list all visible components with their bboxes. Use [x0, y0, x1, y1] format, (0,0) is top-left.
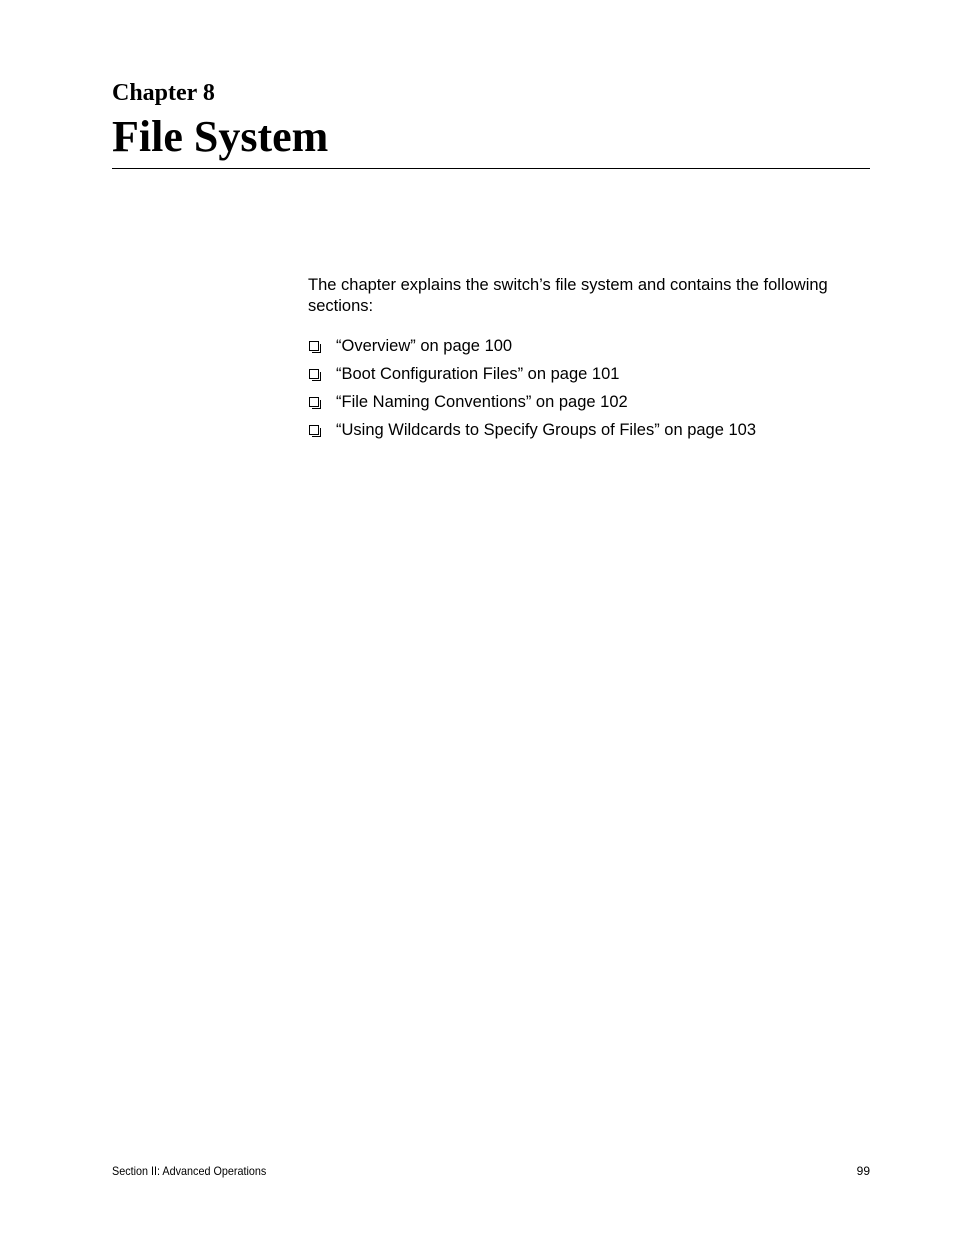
list-item	[308, 360, 868, 388]
section-list	[308, 332, 868, 444]
footer-section-name: Section II: Advanced Operations	[112, 1164, 267, 1178]
list-item	[308, 388, 868, 416]
list-item	[308, 416, 868, 444]
hollow-square-bullet-icon	[309, 425, 319, 435]
list-item	[308, 332, 868, 360]
section-link-text: “File Naming Conventions” on page 102	[336, 392, 628, 411]
section-link-text: “Overview” on page 100	[336, 336, 513, 355]
hollow-square-bullet-icon	[309, 397, 319, 407]
chapter-title: File System	[112, 112, 329, 161]
chapter-label: Chapter 8	[112, 80, 215, 106]
hollow-square-bullet-icon	[309, 341, 319, 351]
section-link-text: “Using Wildcards to Specify Groups of Files” on page 103	[336, 420, 757, 439]
section-link-text: “Boot Configuration Files” on page 101	[336, 364, 620, 383]
footer-page-number: 99	[856, 1164, 870, 1178]
hollow-square-bullet-icon	[309, 369, 319, 379]
title-divider	[112, 168, 870, 169]
intro-paragraph: The chapter explains the switch’s file system and contains the following sections:	[308, 276, 828, 315]
